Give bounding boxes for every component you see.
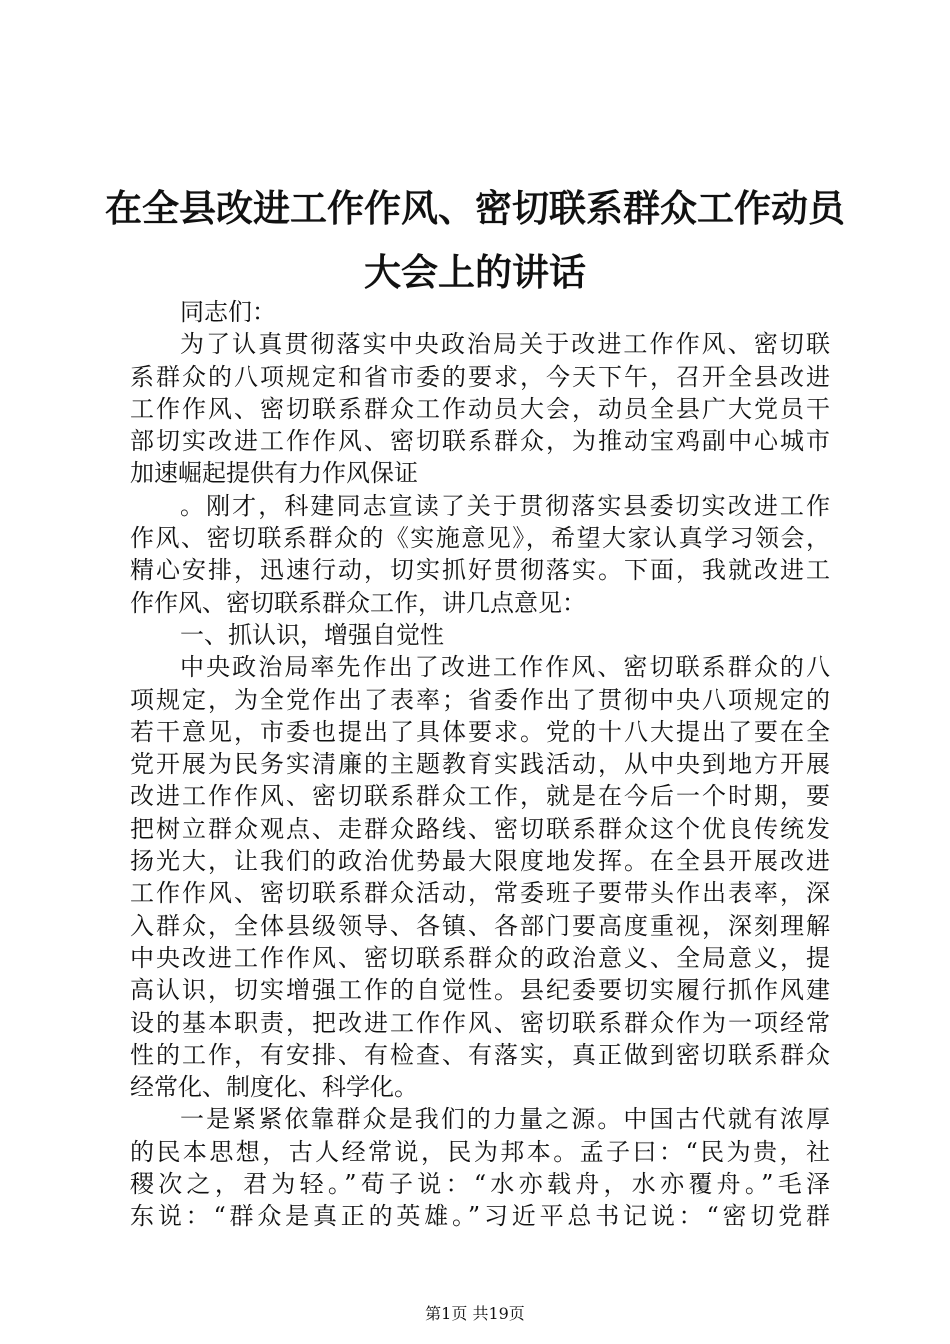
body-text-line: 的民本思想，古人经常说，民为邦本。孟子曰：“民为贵，社 xyxy=(130,1137,830,1166)
body-text-line: 把树立群众观点、走群众路线、密切联系群众这个优良传统发 xyxy=(130,814,830,843)
body-text-line: 入群众，全体县级领导、各镇、各部门要高度重视，深刻理解 xyxy=(130,911,830,940)
body-text-line: 作作风、密切联系群众工作，讲几点意见： xyxy=(130,588,586,617)
body-text-line: 项规定，为全党作出了表率；省委作出了贯彻中央八项规定的 xyxy=(130,685,830,714)
body-text-line: 若干意见，市委也提出了具体要求。党的十八大提出了要在全 xyxy=(130,717,830,746)
document-title-line-2: 大会上的讲话 xyxy=(364,250,586,294)
body-text-line: 设的基本职责，把改进工作作风、密切联系群众作为一项经常 xyxy=(130,1008,830,1037)
body-text-line: 工作作风、密切联系群众工作动员大会，动员全县广大党员干 xyxy=(130,394,830,423)
body-text-line: 精心安排，迅速行动，切实抓好贯彻落实。下面，我就改进工 xyxy=(130,556,830,585)
body-text-line: 系群众的八项规定和省市委的要求，今天下午，召开全县改进 xyxy=(130,362,830,391)
body-text-line: 改进工作作风、密切联系群众工作，就是在今后一个时期，要 xyxy=(130,782,830,811)
body-text-line: 高认识，切实增强工作的自觉性。县纪委要切实履行抓作风建 xyxy=(130,976,830,1005)
body-text-line: 中央改进工作作风、密切联系群众的政治意义、全局意义，提 xyxy=(130,943,830,972)
body-text-line: 加速崛起提供有力作风保证 xyxy=(130,459,418,488)
body-text-line: 经常化、制度化、科学化。 xyxy=(130,1073,418,1102)
body-text-line: 同志们： xyxy=(180,298,276,326)
document-body xyxy=(130,296,830,1233)
body-text-line: 一、抓认识，增强自觉性 xyxy=(180,620,444,649)
body-text-line: 。刚才，科建同志宣读了关于贯彻落实县委切实改进工作 xyxy=(180,491,830,520)
body-text-line: 一是紧紧依靠群众是我们的力量之源。中国古代就有浓厚 xyxy=(180,1105,830,1134)
body-text-line: 稷次之，君为轻。”荀子说：“水亦载舟，水亦覆舟。”毛泽 xyxy=(130,1170,830,1199)
body-text-line: 部切实改进工作作风、密切联系群众，为推动宝鸡副中心城市 xyxy=(130,427,830,456)
body-text-line: 工作作风、密切联系群众活动，常委班子要带头作出表率，深 xyxy=(130,879,830,908)
body-text-line: 党开展为民务实清廉的主题教育实践活动，从中央到地方开展 xyxy=(130,750,830,779)
body-text-line: 东说：“群众是真正的英雄。”习近平总书记说：“密切党群 xyxy=(130,1202,830,1231)
body-text-line: 作风、密切联系群众的《实施意见》，希望大家认真学习领会， xyxy=(130,524,830,553)
body-text-line: 扬光大，让我们的政治优势最大限度地发挥。在全县开展改进 xyxy=(130,847,830,876)
body-text-line: 性的工作，有安排、有检查、有落实，真正做到密切联系群众 xyxy=(130,1040,830,1069)
document-title-line-1: 在全县改进工作作风、密切联系群众工作动员 xyxy=(105,186,845,230)
body-text-line: 为了认真贯彻落实中央政治局关于改进工作作风、密切联 xyxy=(180,330,830,359)
body-text-line: 中央政治局率先作出了改进工作作风、密切联系群众的八 xyxy=(180,653,830,682)
page-footer: 第1页 共19页 xyxy=(425,1304,525,1323)
